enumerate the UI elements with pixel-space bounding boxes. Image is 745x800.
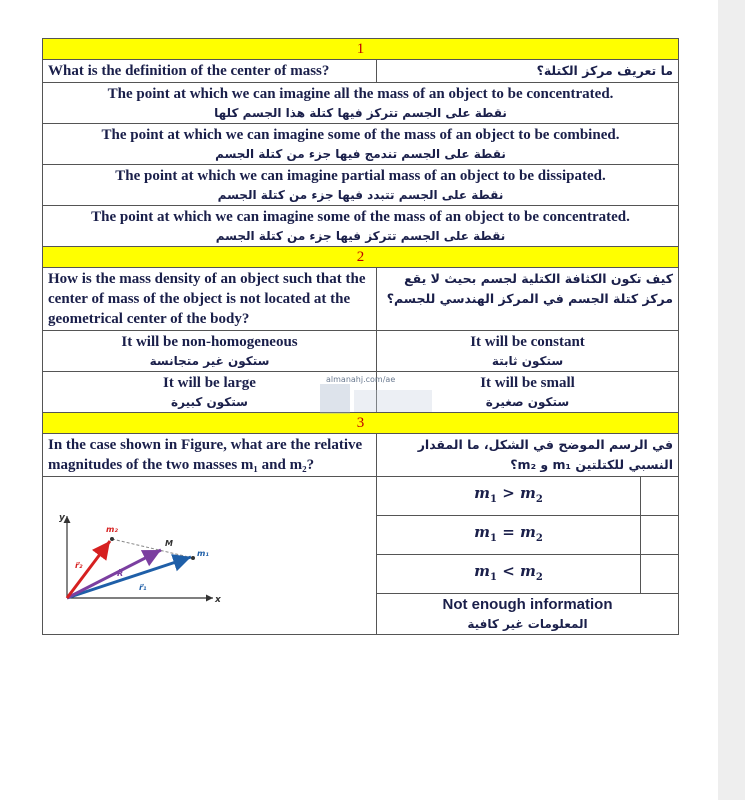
right-sidebar <box>718 0 745 800</box>
math-var: m <box>474 483 490 502</box>
math-sub: 1 <box>490 532 497 544</box>
option-text-ar: ستكون غير متجانسة <box>149 354 270 368</box>
R-label: R⃗ <box>117 568 124 578</box>
option-text-ar: نقطة على الجسم تتبدد فيها جزء من كتلة الجسم <box>217 188 504 202</box>
math-var: m <box>520 561 536 580</box>
answer-marker-cell[interactable] <box>641 477 679 516</box>
watermark-text: almanahj.com/ae <box>326 375 396 384</box>
option-text-ar: نقطة على الجسم تتركز فيها جزء من كتلة الجسم <box>215 229 506 243</box>
math-var: m <box>474 522 490 541</box>
answer-option[interactable] <box>377 477 641 516</box>
answer-option[interactable] <box>43 165 679 206</box>
option-text-en: It will be constant <box>470 334 585 350</box>
r1-vector <box>67 557 191 598</box>
option-text-en: The point at which we can imagine some of the mass of an object to be combined. <box>101 127 620 143</box>
option-text-ar: ستكون ثابتة <box>491 354 564 368</box>
x-axis-label: x <box>215 594 221 605</box>
m1-point <box>191 556 195 560</box>
question-text-en: In the case shown in Figure, what are the relative magnitudes of the two masses m₁ and m₂? <box>43 434 377 477</box>
answer-option[interactable] <box>377 372 679 413</box>
R-vector <box>67 550 161 598</box>
question-text-ar: ما تعريف مركز الكتلة؟ <box>377 60 679 83</box>
question-text-en: What is the definition of the center of mass? <box>43 60 377 83</box>
math-sub: 2 <box>535 493 543 505</box>
answer-option[interactable] <box>43 206 679 247</box>
math-operator: < <box>502 561 515 580</box>
math-sub: 1 <box>490 493 497 505</box>
option-text-en: It will be small <box>480 375 575 391</box>
figure-cell <box>43 477 377 635</box>
question-text-ar: كيف تكون الكثافة الكتلية لجسم بحيث لا يقع مركز كتلة الجسم في المركز الهندسي للجسم؟ <box>377 268 679 331</box>
r1-label: r⃗₁ <box>139 582 147 592</box>
answer-marker-cell[interactable] <box>641 516 679 555</box>
center-of-mass-figure <box>53 506 223 606</box>
m2-label: m₂ <box>106 524 118 534</box>
option-text-en: The point at which we can imagine some of the mass of an object to be concentrated. <box>91 209 630 225</box>
question-text-ar: في الرسم الموضح في الشكل، ما المقدار النسبي للكتلتين m₁ و m₂؟ <box>377 434 679 477</box>
answer-marker-cell[interactable] <box>641 555 679 594</box>
math-var: m <box>520 522 536 541</box>
option-text-en: Not enough information <box>442 596 613 613</box>
option-text-ar: المعلومات غير كافية <box>467 617 588 631</box>
math-sub: 2 <box>535 532 543 544</box>
option-text-ar: ستكون صغيرة <box>485 395 570 409</box>
answer-option[interactable] <box>377 594 679 635</box>
math-operator: = <box>502 522 515 541</box>
option-text-en: The point at which we can imagine partial mass of an object to be dissipated. <box>115 168 606 184</box>
option-text-en: It will be large <box>163 375 256 391</box>
option-text-en: It will be non-homogeneous <box>121 334 298 350</box>
answer-option[interactable] <box>43 83 679 124</box>
question-number: 2 <box>43 247 679 268</box>
r2-label: r⃗₂ <box>75 560 83 570</box>
math-var: m <box>520 483 536 502</box>
option-text-en: The point at which we can imagine all the mass of an object to be concentrated. <box>107 86 614 102</box>
option-text-ar: ستكون كبيرة <box>171 395 248 409</box>
math-var: m <box>474 561 490 580</box>
question-number: 1 <box>43 39 679 60</box>
question-text-en: How is the mass density of an object such that the center of mass of the object is not located at the geometrical center of the body? <box>43 268 377 331</box>
answer-option[interactable] <box>43 124 679 165</box>
option-text-ar: نقطة على الجسم تتركز فيها كتلة هذا الجسم كلها <box>214 106 507 120</box>
math-sub: 1 <box>490 571 497 583</box>
m2-point <box>110 537 114 541</box>
math-operator: > <box>502 483 515 502</box>
option-text-ar: نقطة على الجسم تندمج فيها جزء من كتلة الجسم <box>215 147 506 161</box>
y-axis-label: y <box>59 512 65 523</box>
math-sub: 2 <box>535 571 543 583</box>
m1-label: m₁ <box>197 548 209 558</box>
M-label: M <box>165 538 173 548</box>
question-number: 3 <box>43 413 679 434</box>
quiz-table <box>42 38 679 635</box>
answer-option[interactable] <box>43 331 377 372</box>
answer-option[interactable] <box>377 516 641 555</box>
answer-option[interactable] <box>377 555 641 594</box>
answer-option[interactable] <box>377 331 679 372</box>
